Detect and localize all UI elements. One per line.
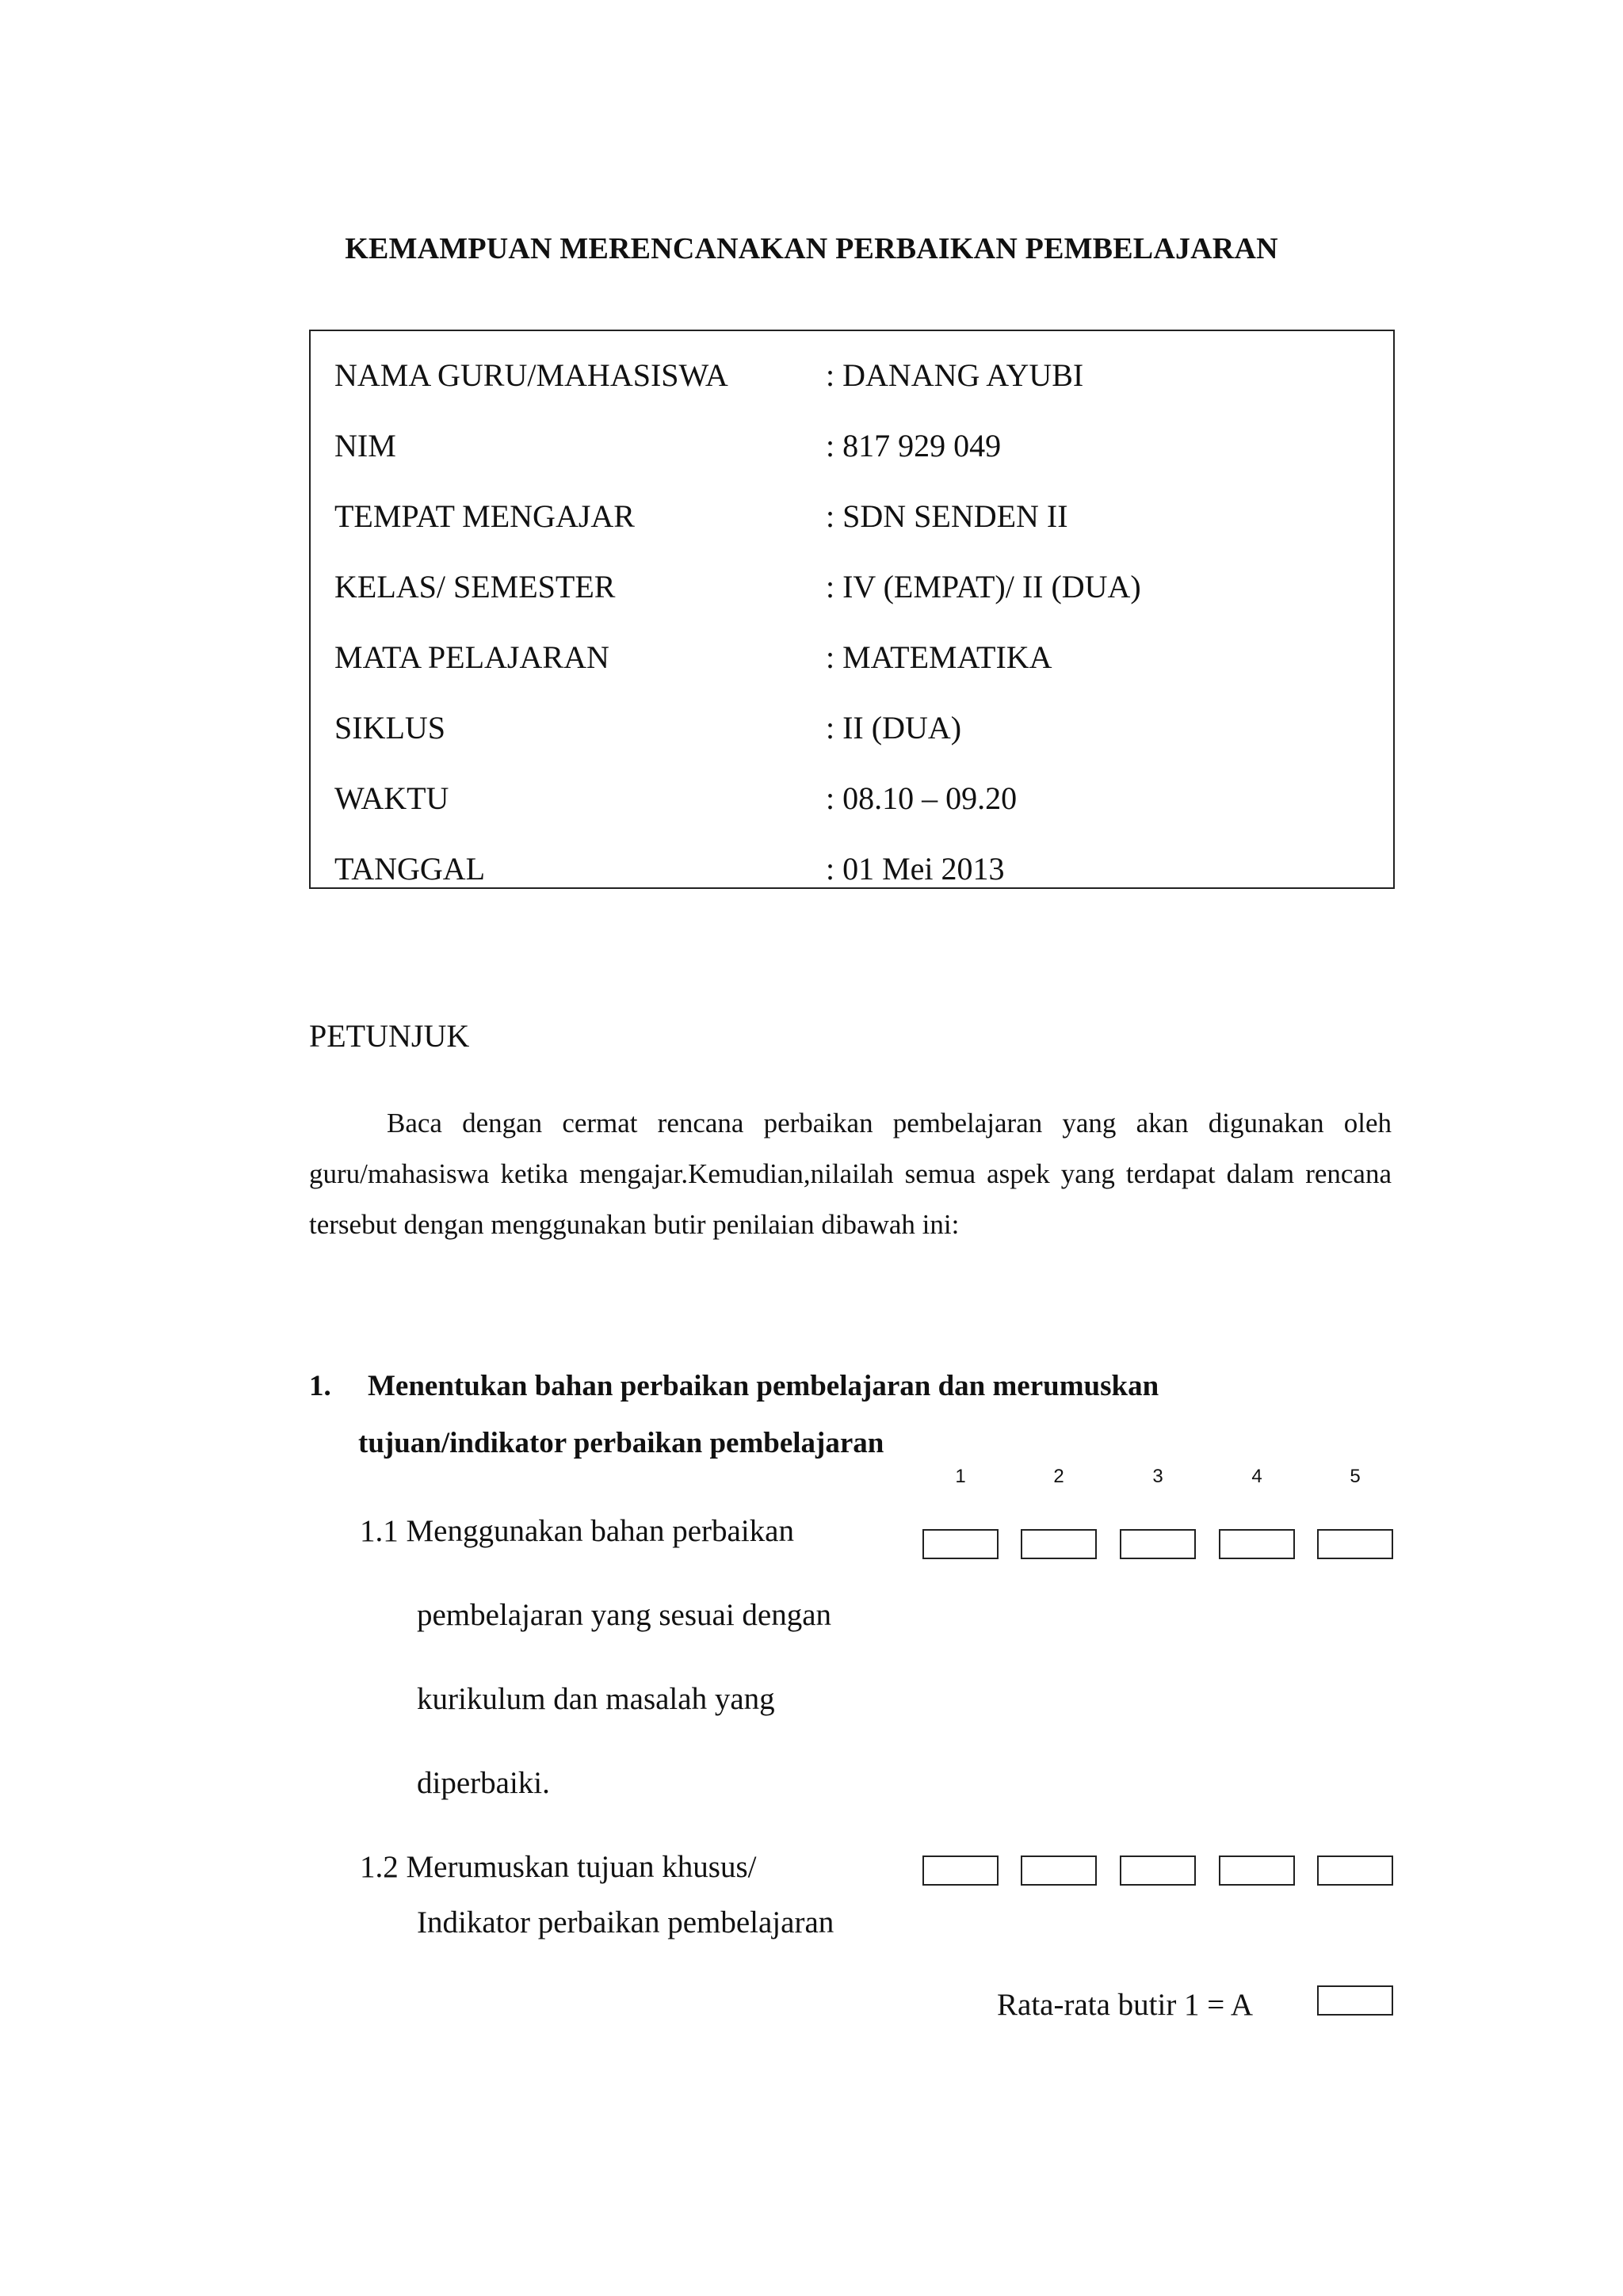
section-title-line2: tujuan/indikator perbaikan pembelajaran <box>358 1427 884 1459</box>
score-box-1-1-3[interactable] <box>1120 1529 1196 1559</box>
section-number: 1. <box>309 1370 331 1402</box>
info-label: TANGGAL <box>334 851 486 887</box>
section-title-line1: Menentukan bahan perbaikan pembelajaran dan merumuskan <box>368 1370 1159 1402</box>
petunjuk-text <box>309 1098 1392 1250</box>
score-box-1-1-4[interactable] <box>1219 1529 1295 1559</box>
info-label: WAKTU <box>334 780 449 816</box>
info-value: : MATEMATIKA <box>826 639 1052 675</box>
score-box-1-2-2[interactable] <box>1021 1855 1097 1886</box>
info-label: TEMPAT MENGAJAR <box>334 498 635 534</box>
item-1-2-line2: Indikator perbaikan pembelajaran <box>417 1905 834 1939</box>
item-1-1-line2: pembelajaran yang sesuai dengan <box>417 1598 832 1632</box>
info-value: : 01 Mei 2013 <box>826 851 1005 887</box>
info-label: NIM <box>334 428 396 463</box>
item-1-1-line1: 1.1 Menggunakan bahan perbaikan <box>360 1514 794 1548</box>
info-label: MATA PELAJARAN <box>334 639 609 675</box>
item-1-1-line3: kurikulum dan masalah yang <box>417 1682 775 1716</box>
item-1-1-line4: diperbaiki. <box>417 1766 550 1800</box>
scale-label-4: 4 <box>1251 1466 1262 1487</box>
score-box-1-1-1[interactable] <box>922 1529 999 1559</box>
petunjuk-heading: PETUNJUK <box>309 1018 470 1054</box>
score-box-1-2-3[interactable] <box>1120 1855 1196 1886</box>
info-value: : II (DUA) <box>826 710 962 746</box>
scale-label-5: 5 <box>1350 1466 1361 1487</box>
score-box-1-2-1[interactable] <box>922 1855 999 1886</box>
scale-label-3: 3 <box>1152 1466 1163 1487</box>
score-box-1-2-5[interactable] <box>1317 1855 1393 1886</box>
average-score-box[interactable] <box>1317 1985 1393 2016</box>
page-title: KEMAMPUAN MERENCANAKAN PERBAIKAN PEMBELAJARAN <box>345 232 1278 265</box>
info-label: NAMA GURU/MAHASISWA <box>334 357 728 393</box>
info-label: SIKLUS <box>334 710 446 746</box>
average-label: Rata-rata butir 1 = A <box>997 1988 1254 2022</box>
score-box-1-1-5[interactable] <box>1317 1529 1393 1559</box>
info-value: : SDN SENDEN II <box>826 498 1068 534</box>
identity-box <box>309 330 1395 889</box>
item-1-2-line1: 1.2 Merumuskan tujuan khusus/ <box>360 1850 757 1884</box>
score-box-1-2-4[interactable] <box>1219 1855 1295 1886</box>
info-label: KELAS/ SEMESTER <box>334 569 616 605</box>
info-value: : 08.10 – 09.20 <box>826 780 1018 816</box>
petunjuk-paragraph: Baca dengan cermat rencana perbaikan pembelajaran yang akan digunakan oleh guru/mahasiswa ketika mengajar.Kemudian,nilailah semua aspek yang terdapat dalam rencana tersebut dengan menggunakan butir penilaian dibawah ini: <box>309 1108 1392 1240</box>
info-value: : IV (EMPAT)/ II (DUA) <box>826 569 1141 605</box>
scale-label-2: 2 <box>1053 1466 1064 1487</box>
info-value: : DANANG AYUBI <box>826 357 1084 393</box>
info-value: : 817 929 049 <box>826 428 1002 463</box>
scale-label-1: 1 <box>955 1466 966 1487</box>
score-box-1-1-2[interactable] <box>1021 1529 1097 1559</box>
